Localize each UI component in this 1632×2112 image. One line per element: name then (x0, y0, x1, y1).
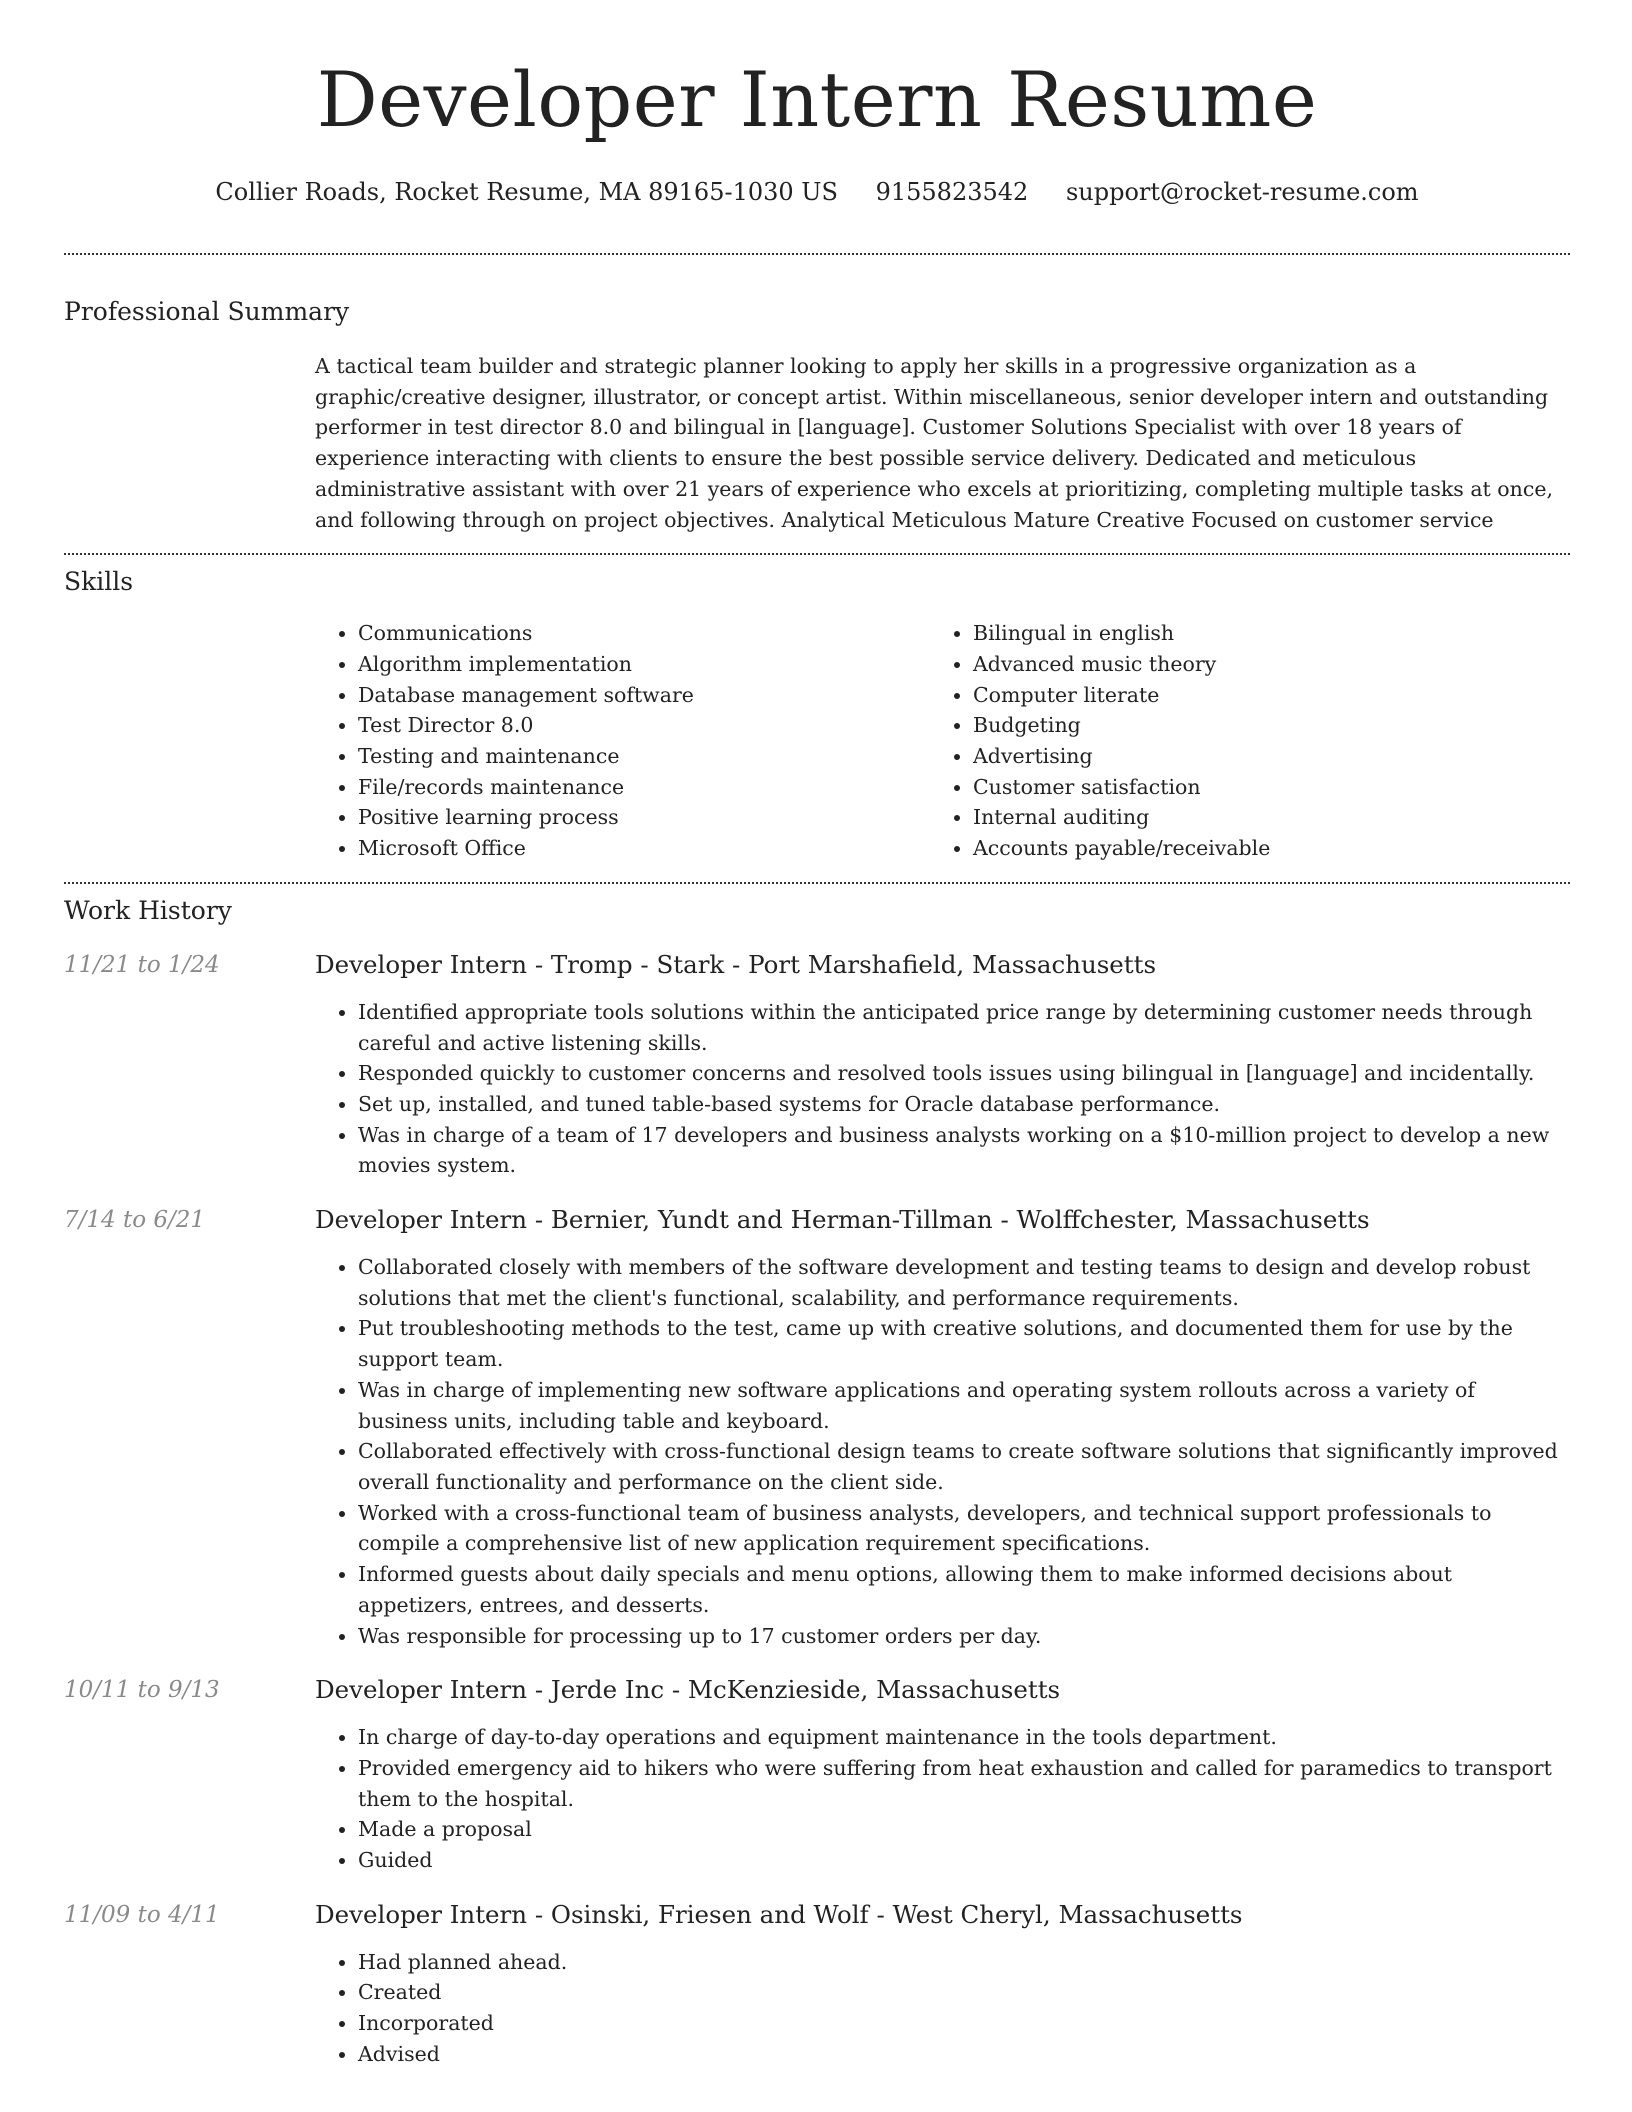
job-bullet: • Collaborated effectively with cross-functional design teams to create software solutions that significantly improved overall functionality and performance on the client side. (358, 1436, 1570, 1497)
job-bullet: • Set up, installed, and tuned table-based systems for Oracle database performance. (358, 1089, 1570, 1120)
job-details (315, 946, 1570, 1181)
job-bullet-list (315, 1722, 1570, 1876)
job-bullet: • In charge of day-to-day operations and equipment maintenance in the tools department. (358, 1722, 1570, 1753)
job-bullet: • Incorporated (358, 2008, 1570, 2039)
skill-item: • Advanced music theory (973, 649, 1545, 680)
job-dates: 11/21 to 1/24 (64, 951, 220, 978)
contact-address: Collier Roads, Rocket Resume, MA 89165-1030 US (215, 178, 838, 206)
skill-item: • Accounts payable/receivable (973, 833, 1545, 864)
skill-item: • Microsoft Office (358, 833, 930, 864)
skill-item: • Internal auditing (973, 802, 1545, 833)
skill-item: • Advertising (973, 741, 1545, 772)
skill-item: • Bilingual in english (973, 618, 1545, 649)
divider (64, 882, 1570, 884)
job-title: Developer Intern - Bernier, Yundt and Herman-Tillman - Wolffchester, Massachusetts (315, 1205, 1370, 1235)
summary-text: A tactical team builder and strategic planner looking to apply her skills in a progressive organization as a graphic/creative designer, illustrator, or concept artist. Within miscellaneous, senior developer intern and outstanding performer in test director 8.0 and bilingual in [language]. Customer Solutions Specialist with over 18 years of experience interacting with clients to ensure the best possible service delivery. Dedicated and meticulous administrative assistant with over 21 years of experience who excels at prioritizing, completing multiple tasks at once, and following through on project objectives. Analytical Meticulous Mature Creative Focused on customer service (315, 354, 1553, 532)
job-title: Developer Intern - Osinski, Friesen and Wolf - West Cheryl, Massachusetts (315, 1899, 1243, 1929)
job-details (315, 1671, 1570, 1876)
job-entry (64, 946, 1570, 1181)
job-bullet: • Worked with a cross-functional team of business analysts, developers, and technical support professionals to compile a comprehensive list of new application requirement specifications. (358, 1498, 1570, 1559)
job-bullet-list (315, 997, 1570, 1181)
job-entry (64, 1896, 1570, 2070)
skills-heading: Skills (64, 567, 134, 597)
job-bullet: • Was responsible for processing up to 17 customer orders per day. (358, 1621, 1570, 1652)
job-entry (64, 1201, 1570, 1651)
job-title: Developer Intern - Tromp - Stark - Port Marshafield, Massachusetts (315, 949, 1157, 979)
job-bullet-list (315, 1947, 1570, 2070)
job-bullet: • Created (358, 1977, 1570, 2008)
contact-line (64, 176, 1570, 208)
job-bullet: • Had planned ahead. (358, 1947, 1570, 1978)
job-dates: 10/11 to 9/13 (64, 1677, 220, 1704)
job-list (64, 946, 1570, 2070)
skill-item: • Testing and maintenance (358, 741, 930, 772)
job-dates: 7/14 to 6/21 (64, 1207, 206, 1234)
skill-item: • Computer literate (973, 680, 1545, 711)
job-bullet: • Informed guests about daily specials and menu options, allowing them to make informed decisions about appetizers, entrees, and desserts. (358, 1559, 1570, 1620)
job-bullet: • Was in charge of implementing new software applications and operating system rollouts across a variety of business units, including table and keyboard. (358, 1375, 1570, 1436)
skills-column-left (315, 618, 930, 864)
summary-section (64, 295, 1570, 553)
skill-item: • Algorithm implementation (358, 649, 930, 680)
job-details (315, 1896, 1570, 2070)
divider (64, 553, 1570, 555)
skill-item: • Communications (358, 618, 930, 649)
skill-item: • File/records maintenance (358, 772, 930, 803)
resume-title: Developer Intern Resume (316, 55, 1318, 144)
job-dates: 11/09 to 4/11 (64, 1901, 220, 1928)
job-bullet: • Advised (358, 2039, 1570, 2070)
job-bullet: • Made a proposal (358, 1814, 1570, 1845)
job-title: Developer Intern - Jerde Inc - McKenzieside, Massachusetts (315, 1675, 1061, 1705)
skill-item: • Test Director 8.0 (358, 710, 930, 741)
work-history-heading: Work History (64, 895, 232, 925)
skill-item: • Customer satisfaction (973, 772, 1545, 803)
job-bullet: • Collaborated closely with members of the software development and testing teams to design and develop robust solutions that met the client's functional, scalability, and performance requirements. (358, 1252, 1570, 1313)
summary-heading: Professional Summary (64, 297, 350, 326)
work-history-section (64, 894, 1570, 2070)
job-bullet-list (315, 1252, 1570, 1651)
job-entry (64, 1671, 1570, 1876)
contact-phone: 9155823542 (875, 178, 1029, 206)
skills-grid (315, 618, 1570, 882)
job-bullet: • Provided emergency aid to hikers who were suffering from heat exhaustion and called for paramedics to transport them to the hospital. (358, 1753, 1570, 1814)
job-bullet: • Identified appropriate tools solutions within the anticipated price range by determining customer needs through careful and active listening skills. (358, 997, 1570, 1058)
skills-column-right (930, 618, 1545, 864)
job-bullet: • Put troubleshooting methods to the test, came up with creative solutions, and documented them for use by the support team. (358, 1313, 1570, 1374)
divider (64, 253, 1570, 255)
job-bullet: • Guided (358, 1845, 1570, 1876)
skill-item: • Budgeting (973, 710, 1545, 741)
skills-section (64, 565, 1570, 882)
resume-page (64, 0, 1570, 2070)
job-details (315, 1201, 1570, 1651)
skill-item: • Positive learning process (358, 802, 930, 833)
skill-item: • Database management software (358, 680, 930, 711)
contact-email: support@rocket-resume.com (1065, 178, 1419, 206)
job-bullet: • Responded quickly to customer concerns and resolved tools issues using bilingual in [language] and incidentally. (358, 1058, 1570, 1089)
job-bullet: • Was in charge of a team of 17 developers and business analysts working on a $10-million project to develop a new movies system. (358, 1120, 1570, 1181)
